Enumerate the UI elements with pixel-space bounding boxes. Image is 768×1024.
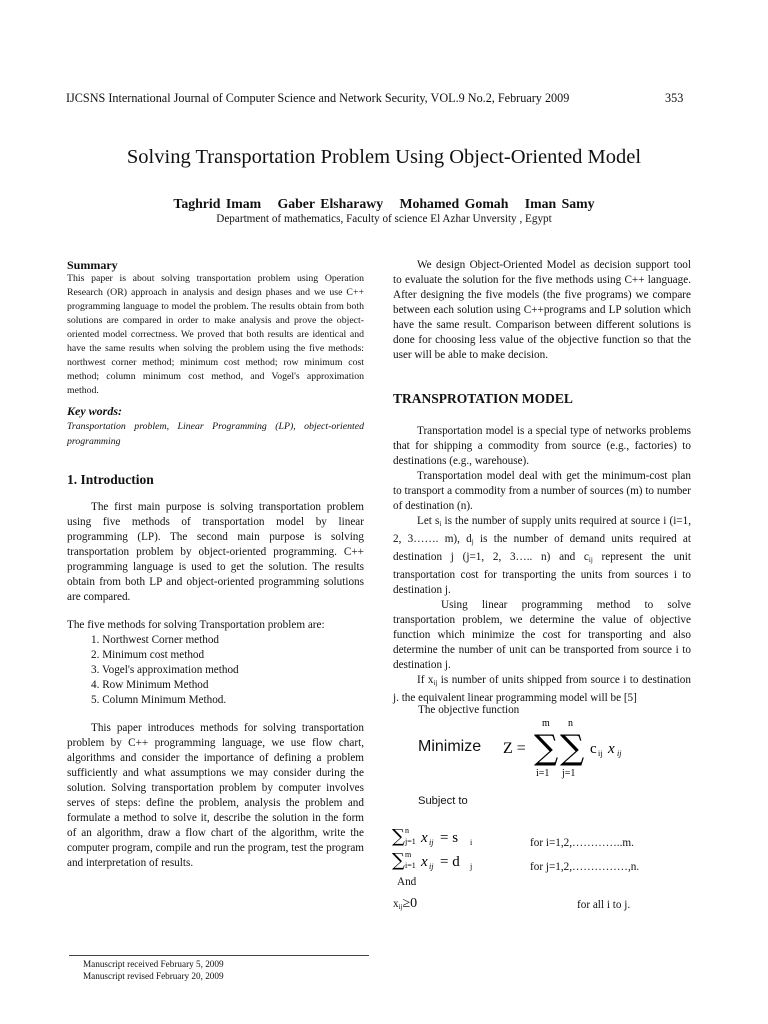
constraint-1-range: for i=1,2,…………..m. [530, 837, 634, 849]
keywords-heading: Key words: [67, 404, 122, 418]
intro-paragraph-3: This paper introduces methods for solving transportation problem by C++ programming language, we use flow chart, algorithms and consider the importance of defining a problem sufficiently and what assumptions we may consider during the solution. Solving transportation problem by computer involves serves of steps: define the problem, analysis the problem and formulate a method to solve it, describe the solution in the form of an algorithm, draw a flow chart of the algorithm, write the computer program, compile and run the program, test the program and interpretation of results. [67, 722, 364, 869]
list-item: 5. Column Minimum Method. [91, 694, 227, 706]
manuscript-received: Manuscript received February 5, 2009 [83, 959, 224, 969]
constraint-3-range: for all i to j. [577, 899, 631, 911]
paper-title: Solving Transportation Problem Using Object-Oriented Model [126, 146, 642, 168]
svg-text:∑: ∑ [392, 850, 405, 871]
svg-text:ij: ij [429, 838, 434, 847]
and-word: And [397, 876, 417, 888]
list-item: 1. Northwest Corner method [91, 634, 220, 646]
svg-text:c: c [590, 741, 597, 757]
svg-text:∑: ∑ [534, 728, 559, 768]
methods-list [91, 633, 239, 708]
list-item: 4. Row Minimum Method [91, 679, 209, 691]
svg-text:ij: ij [617, 749, 622, 758]
transport-min-cost: Transportation model deal with get the minimum-cost plan to transport a commodity from a number of sources (m) to number of destination (n). [393, 470, 691, 512]
summary-text: This paper is about solving transportation problem using Operation Research (OR) approach in analysis and design phases and we use C++ programming language to model the problem. The results obtain from both solutions are compared in order to make analysis and prove the object-oriented model correctness. We proved that both results are identical and have the same results when solving the problem using the five methods: northwest corner method; minimum cost method; row minimum cost method; column minimum cost method, and Vogel's approximation method. [67, 273, 364, 396]
transportation-model-heading: TRANSPROTATION MODEL [393, 391, 573, 406]
affiliation: Department of mathematics, Faculty of science El Azhar Unversity , Egypt [216, 213, 552, 225]
svg-text:ij: ij [429, 862, 434, 871]
objective-sum-formula [500, 716, 650, 786]
constraints-formula [392, 822, 512, 872]
svg-text:m: m [405, 850, 412, 859]
transport-definition: Transportation model is a special type of networks problems that for shipping a commodity from source (e.g., factories) to destinations (e.g., warehouse). [393, 425, 691, 467]
objective-formula [418, 738, 481, 756]
supply-demand-definition: Let $s_i$ is the number of supply units required at source i (i=1, 2, 3……. m), $d_j$ is the number of demand units required at destination j (j=1, 2, 3….. n) and $c_{ij}$ represent the unit transportation cost for transporting the units from sources i to destination j. [393, 515, 692, 596]
list-item: 3. Vogel's approximation method [91, 664, 239, 676]
right-paragraph-1: We design Object-Oriented Model as decision support tool to evaluate the solution for the five methods using C++ language. After designing the five models (the five programs) we compare between each solution using C++programs and LP solution which have the same result. Comparison between different solutions is done for choosing less value of the objective function so that the user will be able to make decision. [393, 259, 691, 361]
keywords-text: Transportation problem, Linear Programming (LP), object-oriented programming [67, 421, 364, 447]
svg-text:j: j [470, 862, 473, 871]
lp-method-paragraph: Using linear programming method to solve transportation problem, we determine the value of objective function which minimize the cost for transporting and also determine the number of unit can be transported from source i to destination j. [393, 599, 691, 671]
svg-text:i=1: i=1 [536, 768, 550, 779]
introduction-heading: 1. Introduction [67, 472, 154, 487]
svg-text:∑: ∑ [560, 728, 585, 768]
journal-header: IJCSNS International Journal of Computer Science and Network Security, VOL.9 No.2, February 2009 [66, 91, 570, 105]
svg-text:= s: = s [440, 830, 459, 846]
svg-text:i=1: i=1 [405, 861, 416, 870]
svg-text:m: m [542, 718, 550, 729]
intro-paragraph-1: The first main purpose is solving transportation problem using five methods of transportation model by linear programming (LP). The second main purpose is solving transportation problem by object-oriented programming. C++ programming language is used to get the solution. The results obtain from both LP and object-oriented programming solutions are compared. [67, 501, 364, 603]
manuscript-revised: Manuscript revised February 20, 2009 [83, 971, 224, 981]
subject-to-label: Subject to [418, 795, 468, 807]
svg-text:x: x [421, 830, 428, 846]
constraint-2-range: for j=1,2,……………,n. [530, 861, 640, 873]
svg-text:= d: = d [440, 854, 460, 870]
footnote-divider [69, 955, 369, 956]
svg-text:j=1: j=1 [405, 837, 416, 846]
right-paragraph-body [393, 424, 691, 706]
svg-text:n: n [568, 718, 573, 729]
svg-text:n: n [405, 826, 409, 835]
svg-text:x: x [608, 741, 615, 757]
summary-heading: Summary [67, 258, 118, 272]
intro-paragraph-2: The five methods for solving Transportation problem are: [67, 619, 325, 631]
svg-text:j=1: j=1 [562, 768, 576, 779]
svg-text:∑: ∑ [392, 826, 405, 847]
nonnegativity-constraint: $x_{ij}\ge 0$ [393, 896, 418, 911]
svg-text:i: i [470, 838, 473, 847]
minimize-word: Minimize [418, 738, 482, 755]
svg-text:ij: ij [598, 749, 603, 758]
svg-text:x: x [421, 854, 428, 870]
svg-text:Z =: Z = [503, 740, 526, 757]
objective-function-label: The objective function [418, 704, 520, 716]
authors: Taghrid Imam Gaber Elsharawy Mohamed Gomah Iman Samy [173, 196, 595, 211]
page-number: 353 [665, 91, 684, 105]
list-item: 2. Minimum cost method [91, 649, 205, 661]
xij-definition: If $x_{ij}$ is number of units shipped from source i to destination j. the equivalent linear programming model will be [5] [393, 674, 691, 704]
